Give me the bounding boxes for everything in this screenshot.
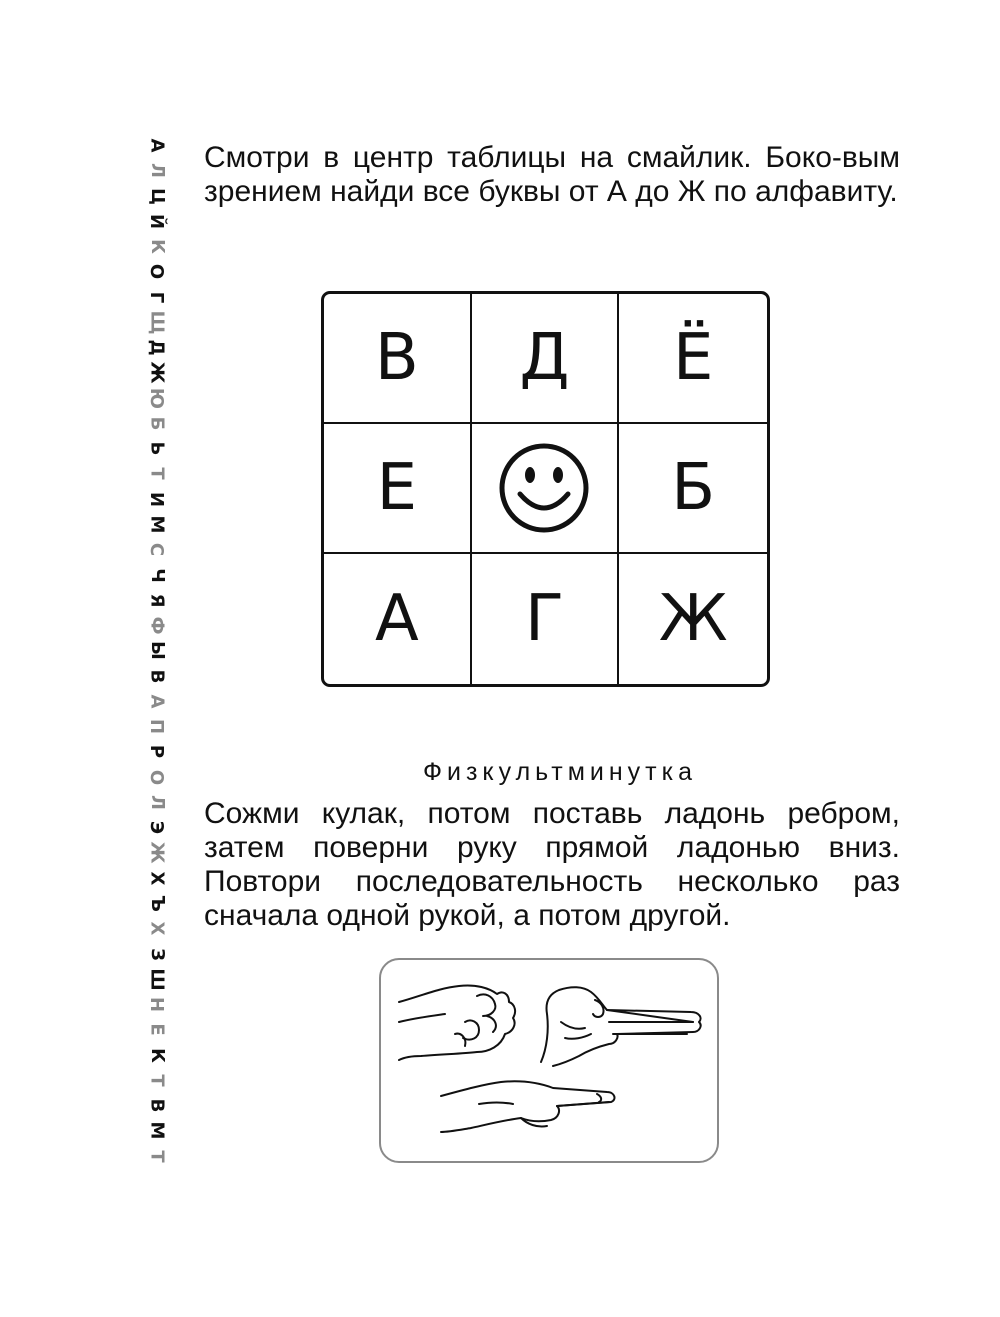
side-letter: Ч [146,567,168,583]
grid-cell-center [472,424,620,554]
side-letter: Т [146,467,168,481]
grid-cell: Г [472,554,620,684]
side-letter: Б [146,416,168,431]
side-letter: Д [146,339,168,356]
hands-illustration [379,958,719,1163]
side-letter: З [146,947,168,961]
side-letter: О [146,264,168,280]
side-letter: Л [146,794,168,810]
grid-cell: Е [324,424,472,554]
palm-edge-hand-icon [541,987,701,1066]
side-letter: Ц [146,187,168,205]
exercise-text: Сожми кулак, потом поставь ладонь ребром, затем поверни руку прямой ладонью вниз. Повтори последовательность несколько раз сначала одной рукой, а потом другой. [204,797,900,932]
side-letter: Ю [146,387,168,409]
side-letter: Ь [146,441,168,456]
side-letter: Х [146,871,168,886]
grid-cell: В [324,294,472,424]
side-letter: Н [146,996,168,1013]
side-letter: М [146,515,168,534]
letter-grid [321,291,770,687]
section-heading: Физкультминутка [422,758,697,786]
side-letter: Ы [146,641,168,661]
instruction-text: Смотри в центр таблицы на смайлик. Боко-вым зрением найди все буквы от А до Ж по алфавиту. [204,141,900,208]
palm-down-hand-icon [441,1081,614,1132]
side-letter: С [146,543,168,557]
side-letter: М [146,1121,168,1140]
grid-cell: Б [619,424,767,554]
side-letter: К [146,239,168,254]
side-letter: Л [146,163,168,179]
side-letter: И [146,491,168,507]
side-letter: В [146,669,168,683]
side-letter: Ш [146,968,168,991]
side-letter: Щ [146,310,168,335]
side-letter: Т [146,1074,168,1087]
side-letter: Э [146,821,168,835]
side-letter: А [146,694,168,709]
side-letter: Е [146,1023,168,1036]
side-letter-strip [136,136,176,1166]
side-letter: Ж [146,361,168,384]
fist-hand-icon [399,985,515,1060]
side-letter: Ф [146,616,168,635]
side-letter: Р [146,745,168,759]
side-letter: К [146,1047,168,1063]
side-letter: В [146,1098,168,1113]
side-letter: Г [146,291,168,303]
side-letter: П [146,719,168,735]
side-letter: А [146,138,168,153]
side-letter: Ъ [146,895,168,912]
side-letter: Ж [146,841,168,864]
grid-cell: Ё [619,294,767,424]
grid-cell: А [324,554,472,684]
side-letter: Я [146,593,168,608]
grid-cell: Д [472,294,620,424]
side-letter: Т [146,1149,168,1163]
side-letter: Й [146,213,168,229]
side-letter: Х [146,921,168,936]
grid-cell: Ж [658,582,728,656]
side-letter: О [146,769,168,785]
smiley-icon [498,442,590,534]
